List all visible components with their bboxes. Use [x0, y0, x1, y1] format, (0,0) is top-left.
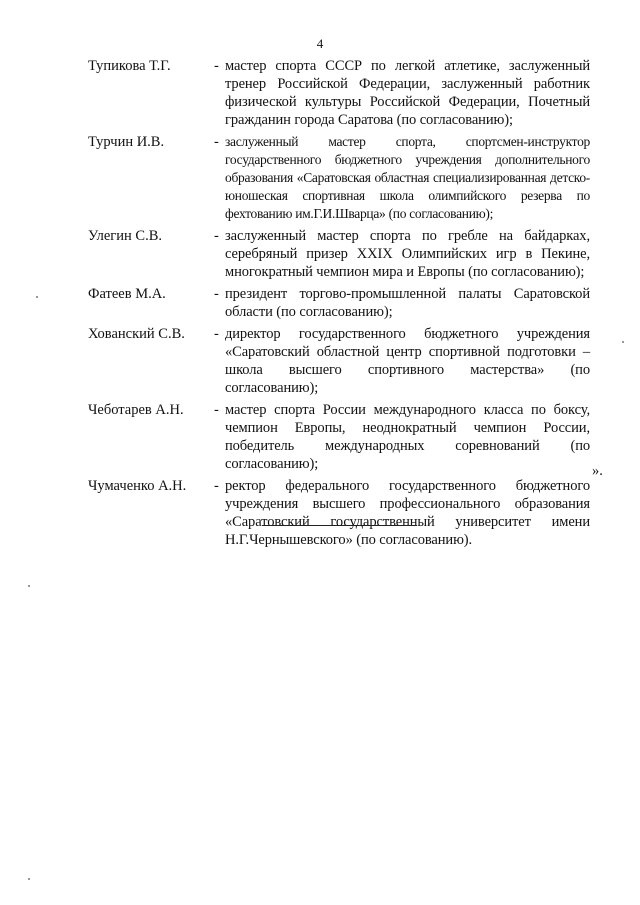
list-dash: - — [214, 134, 219, 150]
list-dash: - — [214, 58, 219, 74]
member-name: Турчин И.В. — [88, 134, 165, 150]
list-item — [0, 57, 640, 129]
member-name: Чумаченко А.Н. — [88, 478, 187, 494]
member-name: Хованский С.В. — [88, 326, 185, 342]
member-description: президент торгово-промышленной палаты Саратовской области (по согласованию); — [225, 286, 590, 320]
list-item — [0, 133, 640, 223]
list-item — [0, 325, 640, 397]
scan-speck — [36, 296, 38, 298]
list-dash: - — [214, 402, 219, 418]
member-name: Фатеев М.А. — [88, 286, 166, 302]
member-description: заслуженный мастер спорта по гребле на байдарках, серебряный призер XXIX Олимпийских игр в Пекине, многократный чемпион мира и Европы (по согласованию); — [225, 228, 590, 280]
list-item — [0, 285, 640, 321]
member-name: Улегин С.В. — [88, 228, 162, 244]
member-name: Тупикова Т.Г. — [88, 58, 171, 74]
member-description: мастер спорта СССР по легкой атлетике, заслуженный тренер Российской Федерации, заслуженный работник физической культуры Российской Федерации, Почетный гражданин города Саратова (по согласованию); — [225, 58, 590, 128]
list-dash: - — [214, 286, 219, 302]
list-item — [0, 477, 640, 549]
scan-speck — [28, 585, 30, 587]
list-item — [0, 227, 640, 281]
scan-speck — [28, 878, 30, 880]
list-dash: - — [214, 228, 219, 244]
member-description: мастер спорта России международного класса по боксу, чемпион Европы, неоднократный чемпион России, победитель международных соревнований (по согласованию); — [225, 402, 590, 472]
member-description: директор государственного бюджетного учреждения «Саратовский областной центр спортивной подготовки – школа высшего спортивного мастерства» (по согласованию); — [225, 326, 590, 396]
closing-quote: ». — [592, 463, 603, 479]
list-dash: - — [214, 326, 219, 342]
member-description: заслуженный мастер спорта, спортсмен-инструктор государственного бюджетного учреждения дополнительного образования «Саратовская областная специализированная детско-юношеская спортивная школа олимпийского резерва по фехтованию им.Г.И.Шварца» (по согласованию); — [225, 134, 590, 221]
page-number: 4 — [316, 36, 324, 51]
list-item — [0, 401, 640, 473]
member-description: ректор федерального государственного бюджетного учреждения высшего профессионального образования «Саратовский государственный университет имени Н.Г.Чернышевского» (по согласованию). — [225, 478, 590, 548]
list-dash: - — [214, 478, 219, 494]
separator-line — [262, 525, 417, 526]
member-list — [0, 57, 640, 549]
member-name: Чеботарев А.Н. — [88, 402, 184, 418]
scan-speck — [622, 341, 624, 343]
